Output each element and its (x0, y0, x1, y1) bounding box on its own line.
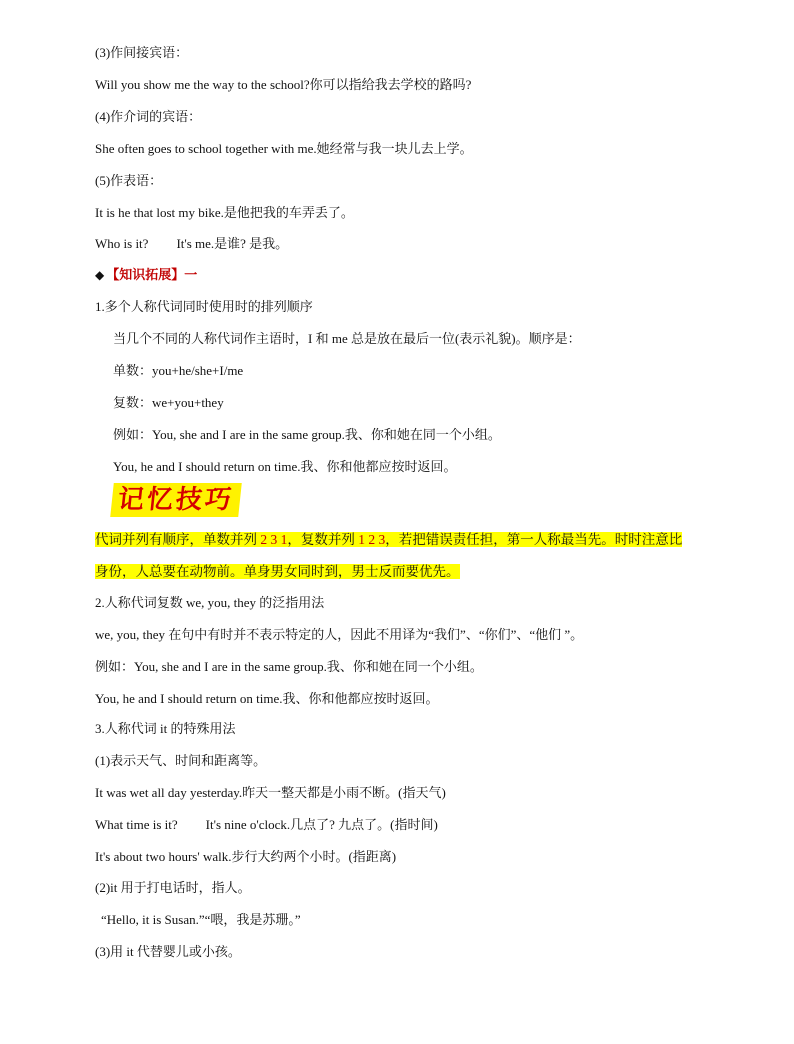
text-line: Will you show me the way to the school?你可以指给我去学校的路吗? (95, 77, 472, 92)
text-line: 单数：you+he/she+I/me (113, 363, 244, 378)
text-line: You, he and I should return on time.我、你和他都应按时返回。 (113, 459, 457, 474)
text-line: “Hello, it is Susan.”“喂，我是苏珊。” (101, 912, 301, 927)
text-segment: 1 2 3 (358, 532, 386, 547)
highlight-text (95, 532, 682, 547)
text-line: 例如：You, she and I are in the same group.我、你和她在同一个小组。 (95, 659, 483, 674)
text-line: 当几个不同的人称代词作主语时，I 和 me 总是放在最后一位(表示礼貌)。顺序是： (113, 331, 581, 346)
text-line: (5)作表语： (95, 173, 163, 188)
text-line: 2.人称代词复数 we, you, they 的泛指用法 (95, 595, 325, 610)
text-line: It is he that lost my bike.是他把我的车弄丢了。 (95, 205, 354, 220)
text-line: 3.人称代词 it 的特殊用法 (95, 721, 236, 736)
text-line: She often goes to school together with me.她经常与我一块儿去上学。 (95, 141, 473, 156)
text-segment: 2 3 1 (260, 532, 288, 547)
highlighted-line (95, 562, 460, 582)
text-line: 复数：we+you+they (113, 395, 224, 410)
text-line: (4)作介词的宾语： (95, 109, 202, 124)
text-line: 例如：You, she and I are in the same group.我、你和她在同一个小组。 (113, 427, 501, 442)
text-line: It's about two hours' walk.步行大约两个小时。(指距离) (95, 849, 397, 864)
text-line (95, 235, 288, 253)
text-segment: ，复数并列 (287, 532, 359, 547)
text-segment: It's me.是谁? 是我。 (176, 236, 289, 251)
text-segment: Who is it? (95, 236, 149, 251)
text-segment: 代词并列有顺序，单数并列 (95, 532, 261, 547)
text-line: (2)it 用于打电话时，指人。 (95, 880, 251, 895)
diamond-bullet-icon: ◆ (95, 268, 105, 282)
highlighted-line (95, 530, 682, 550)
text-line: (3)作间接宾语： (95, 45, 189, 60)
text-segment: What time is it? (95, 817, 178, 832)
text-line: 1.多个人称代词同时使用时的排列顺序 (95, 299, 313, 314)
text-line: It was wet all day yesterday.昨天一整天都是小雨不断。(指天气) (95, 785, 446, 800)
memory-tip-title: 记忆技巧 (110, 483, 242, 517)
section-heading (95, 266, 197, 284)
text-line (95, 816, 438, 834)
text-line: (3)用 it 代替婴儿或小孩。 (95, 944, 241, 959)
highlight-text: 身份，人总要在动物前。单身男女同时到，男士反而要优先。 (95, 564, 460, 579)
text-line: (1)表示天气、时间和距离等。 (95, 753, 267, 768)
text-segment: ，若把错误责任担，第一人称最当先。时时注意比 (385, 532, 683, 547)
text-segment: It's nine o'clock.几点了? 九点了。(指时间) (205, 817, 438, 832)
text-line: we, you, they 在句中有时并不表示特定的人，因此不用译为“我们”、“你们”、“他们 ”。 (95, 627, 584, 642)
section-heading-label: 【知识拓展】一 (106, 267, 198, 282)
text-line: You, he and I should return on time.我、你和他都应按时返回。 (95, 691, 439, 706)
